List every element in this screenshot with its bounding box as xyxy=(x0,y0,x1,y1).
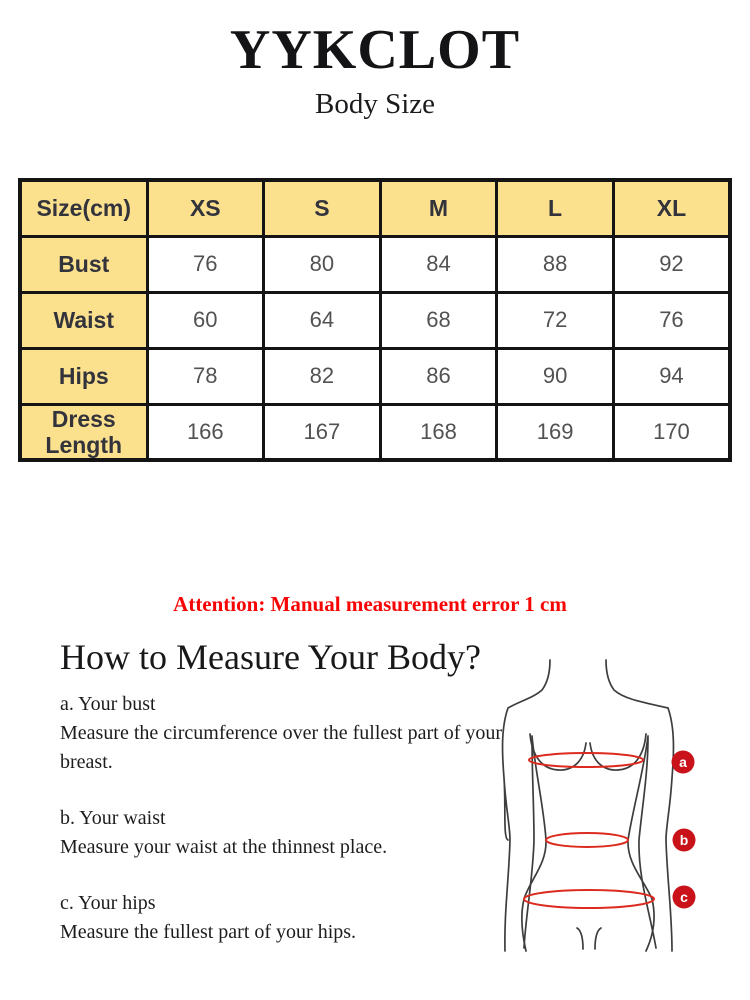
column-header-s: S xyxy=(264,180,381,236)
cell-hips-m: 86 xyxy=(380,348,497,404)
body-outline-left xyxy=(503,660,550,951)
breast-right xyxy=(590,734,646,770)
guide-section-hips xyxy=(60,889,510,947)
cell-waist-s: 64 xyxy=(264,292,381,348)
bust-tape-line xyxy=(529,753,643,767)
measure-guide xyxy=(60,636,510,974)
marker-c xyxy=(673,886,696,909)
cell-bust-xs: 76 xyxy=(147,236,264,292)
marker-b-letter: b xyxy=(679,832,689,848)
attention-note: Attention: Manual measurement error 1 cm xyxy=(173,592,567,616)
guide-section-bust xyxy=(60,690,510,777)
cell-bust-m: 84 xyxy=(380,236,497,292)
guide-title: How to Measure Your Body? xyxy=(60,637,481,677)
page-subtitle: Body Size xyxy=(314,88,436,120)
cell-hips-l: 90 xyxy=(497,348,614,404)
cell-bust-l: 88 xyxy=(497,236,614,292)
marker-b xyxy=(673,829,696,852)
marker-a-letter: a xyxy=(679,754,687,770)
table-row-bust xyxy=(20,236,730,292)
cell-hips-xl: 94 xyxy=(613,348,730,404)
column-header-size: Size(cm) xyxy=(20,180,147,236)
cell-dress-length-s: 167 xyxy=(264,404,381,460)
brand-title: YYKCLOT xyxy=(229,19,521,81)
column-header-xl: XL xyxy=(613,180,730,236)
cell-dress-length-xl: 170 xyxy=(613,404,730,460)
marker-a xyxy=(672,751,695,774)
guide-label-waist: b. Your waist xyxy=(60,807,166,829)
cell-bust-xl: 92 xyxy=(613,236,730,292)
table-row-hips xyxy=(20,348,730,404)
column-header-m: M xyxy=(380,180,497,236)
cell-hips-xs: 78 xyxy=(147,348,264,404)
guide-label-hips: c. Your hips xyxy=(60,892,156,914)
cell-bust-s: 80 xyxy=(264,236,381,292)
guide-label-bust: a. Your bust xyxy=(60,693,156,715)
cell-dress-length-m: 168 xyxy=(380,404,497,460)
cell-waist-xs: 60 xyxy=(147,292,264,348)
marker-c-letter: c xyxy=(680,889,688,905)
crotch-lines xyxy=(577,928,601,949)
body-measurement-figure xyxy=(478,648,713,963)
cell-waist-m: 68 xyxy=(380,292,497,348)
row-label-dress-length: Dress Length xyxy=(20,404,147,460)
row-label-hips: Hips xyxy=(20,348,147,404)
guide-text-hips: Measure the fullest part of your hips. xyxy=(60,921,357,943)
column-header-xs: XS xyxy=(147,180,264,236)
cell-waist-xl: 76 xyxy=(613,292,730,348)
inner-arm-left xyxy=(524,738,534,948)
row-label-waist: Waist xyxy=(20,292,147,348)
cell-waist-l: 72 xyxy=(497,292,614,348)
waist-tape-line xyxy=(546,833,628,847)
body-figure-svg xyxy=(478,648,713,963)
row-label-bust: Bust xyxy=(20,236,147,292)
cell-dress-length-l: 169 xyxy=(497,404,614,460)
guide-text-waist: Measure your waist at the thinnest place. xyxy=(60,836,388,858)
column-header-l: L xyxy=(497,180,614,236)
size-chart-table xyxy=(18,178,732,462)
hips-tape-line xyxy=(524,890,654,908)
guide-text-bust: Measure the circumference over the fullest part of your breast. xyxy=(60,722,503,773)
table-header-row xyxy=(20,180,730,236)
cell-hips-s: 82 xyxy=(264,348,381,404)
cell-dress-length-xs: 166 xyxy=(147,404,264,460)
table-row-dress-length xyxy=(20,404,730,460)
table-row-waist xyxy=(20,292,730,348)
guide-section-waist xyxy=(60,804,510,862)
